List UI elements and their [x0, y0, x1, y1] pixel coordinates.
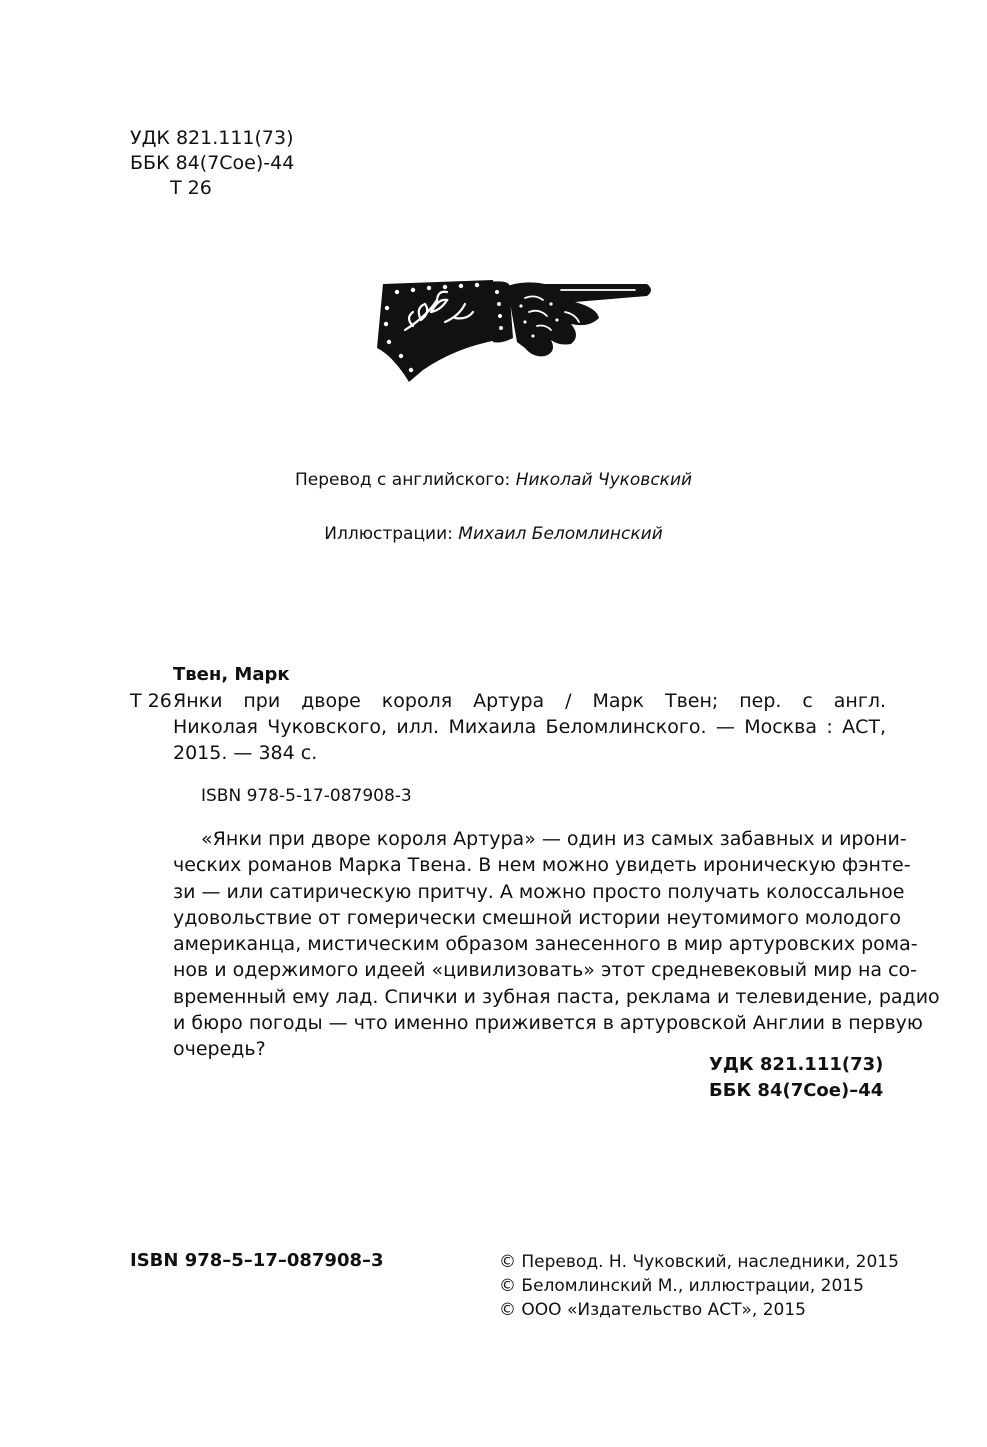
author-sign: Т 26	[170, 177, 212, 199]
bibliographic-description	[173, 688, 886, 766]
bibliographic-isbn: ISBN 978-5-17-087908-3	[201, 786, 412, 806]
annotation-line: ческих романов Марка Твена. В нем можно увидеть ироническую фэнте-	[173, 854, 911, 877]
bibliographic-line: 2015. — 384 с.	[173, 742, 318, 764]
pointing-hand-icon	[375, 278, 655, 384]
footer-classification-codes	[709, 1052, 883, 1104]
annotation	[173, 826, 940, 1063]
annotation-line: американца, мистическим образом занесенного в мир артуровских рома-	[173, 933, 918, 956]
annotation-line: нов и одержимого идеей «цивилизовать» этот средневековый мир на со-	[173, 959, 918, 982]
annotation-line: очередь?	[173, 1038, 266, 1061]
bibliographic-line: Янки при дворе короля Артура / Марк Твен; пер. с англ.	[173, 690, 886, 712]
copyright-line: © Перевод. Н. Чуковский, наследники, 2015	[499, 1252, 899, 1272]
copyright-line: © ООО «Издательство АСТ», 2015	[499, 1300, 806, 1320]
udk-code: УДК 821.111(73)	[130, 127, 294, 149]
copyright-block	[499, 1250, 899, 1322]
classification-codes	[130, 126, 294, 201]
bibliographic-author-sign: Т 26	[130, 690, 172, 712]
translation-credit	[0, 470, 987, 490]
annotation-line: «Янки при дворе короля Артура» — один из самых забавных и ирони-	[201, 828, 907, 850]
footer-udk-code: УДК 821.111(73)	[709, 1054, 884, 1075]
illustrations-label: Иллюстрации:	[324, 524, 453, 544]
illustrator-name: Михаил Беломлинский	[458, 524, 663, 544]
bbk-code: ББК 84(7Сое)-44	[130, 152, 295, 174]
author-heading: Твен, Марк	[173, 664, 290, 685]
translation-label: Перевод с английского:	[294, 470, 511, 490]
copyright-line: © Беломлинский М., иллюстрации, 2015	[499, 1276, 864, 1296]
illustrations-credit	[0, 524, 987, 544]
annotation-line: зи — или сатирическую притчу. А можно просто получать колоссальное	[173, 880, 905, 903]
footer-bbk-code: ББК 84(7Сое)–44	[709, 1080, 884, 1101]
bibliographic-line: Николая Чуковского, илл. Михаила Беломлинского. — Москва : АСТ,	[173, 716, 886, 738]
footer-isbn: ISBN 978–5–17–087908–3	[130, 1250, 384, 1271]
annotation-line: удовольствие от гомерически смешной истории неутомимого молодого	[173, 906, 901, 929]
annotation-line: временный ему лад. Спички и зубная паста, реклама и телевидение, радио	[173, 985, 940, 1008]
translator-name: Николай Чуковский	[515, 470, 693, 490]
annotation-line: и бюро погоды — что именно приживется в артуровской Англии в первую	[173, 1012, 923, 1035]
